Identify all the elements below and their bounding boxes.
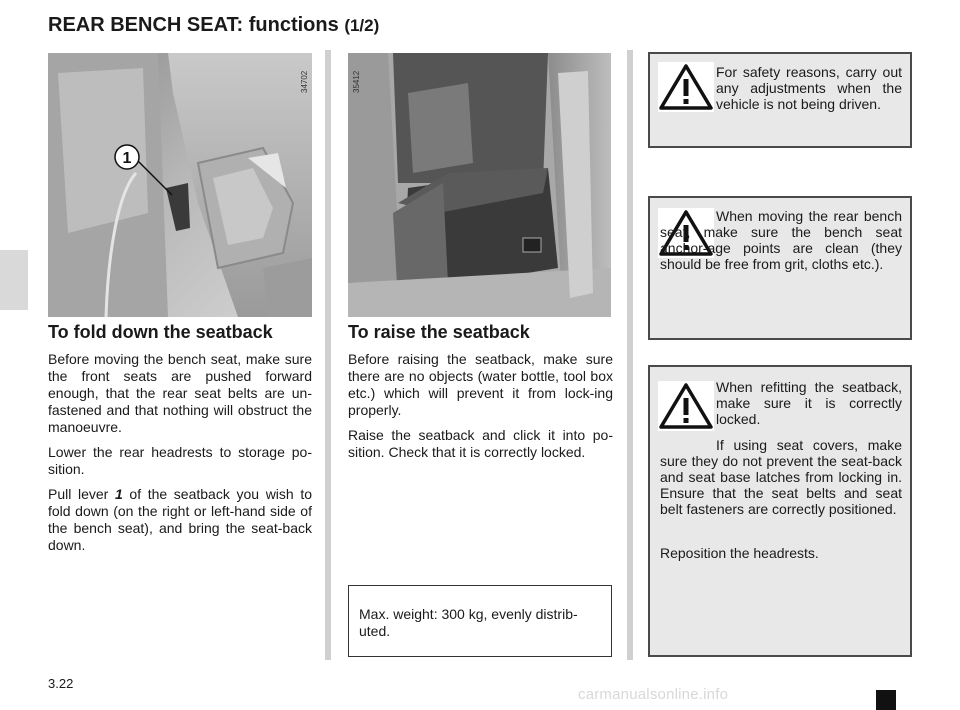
column-divider-left [325,50,331,660]
warning-text-2: When moving the rear bench seat, make sure the bench seat anchor-age points are clean (they should be free from grit, cloths etc.). [660,208,902,272]
page-number: 3.22 [48,676,74,691]
max-weight-text: Max. weight: 300 kg, evenly distrib-uted. [359,606,578,639]
fold-paragraph-3: Pull lever 1 of the seatback you wish to fold down (on the right or left-hand side of the bench seat), and bring the seat-back down. [48,486,313,553]
max-weight-note [348,585,612,657]
fold-paragraph-1: Before moving the bench seat, make sure the front seats are pushed forward enough, that the rear seat belts are un-fastened and that nothing will obstruct the manoeuvre. [48,351,312,435]
warning-text-3c: Reposition the headrests. [660,545,819,561]
raise-paragraph-2: Raise the seatback and click it into po-sition. Check that it is correctly locked. [348,427,613,460]
page-part-label: (1/2) [344,16,380,35]
raise-heading: To raise the seatback [348,322,530,342]
warning-box-3 [648,365,912,657]
chapter-tab [0,250,28,310]
raise-paragraph-1: Before raising the seatback, make sure there are no objects (water bottle, tool box etc.) which will prevent it from lock-ing properly. [348,351,613,418]
warning-text-3a: When refitting the seatback, make sure it is correctly locked. [716,379,902,427]
watermark: carmanualsonline.info [578,686,729,703]
fold-section [48,322,312,562]
warning-triangle-icon [658,381,714,431]
photo-code-right: 35412 [352,70,361,93]
warning-box-2 [648,196,912,340]
fold-paragraph-2: Lower the rear headrests to storage po-sition. [48,444,312,477]
warning-triangle-icon [658,62,714,112]
callout-number: 1 [122,150,132,167]
corner-mark [876,690,896,710]
column-divider-right [627,50,633,660]
photo-rear-door [348,53,611,317]
rear-compartment-illustration [348,53,611,317]
photo-code-left: 34702 [300,70,309,93]
raise-section [348,322,613,469]
seat-lever-illustration [48,53,312,317]
lever-reference: 1 [114,486,123,502]
photo-seat-lever [48,53,312,317]
warning-text-3b: If using seat covers, make sure they do not prevent the seat-back and seat base latches from locking in. Ensure that the seat belts and seat belt fasteners are correctly positioned. [660,437,902,517]
fold-heading: To fold down the seatback [48,322,273,342]
warning-text-1: For safety reasons, carry out any adjustments when the vehicle is not being driven. [716,64,902,112]
warning-box-1 [648,52,912,148]
page-title: REAR BENCH SEAT: functions (1/2) [48,14,380,36]
